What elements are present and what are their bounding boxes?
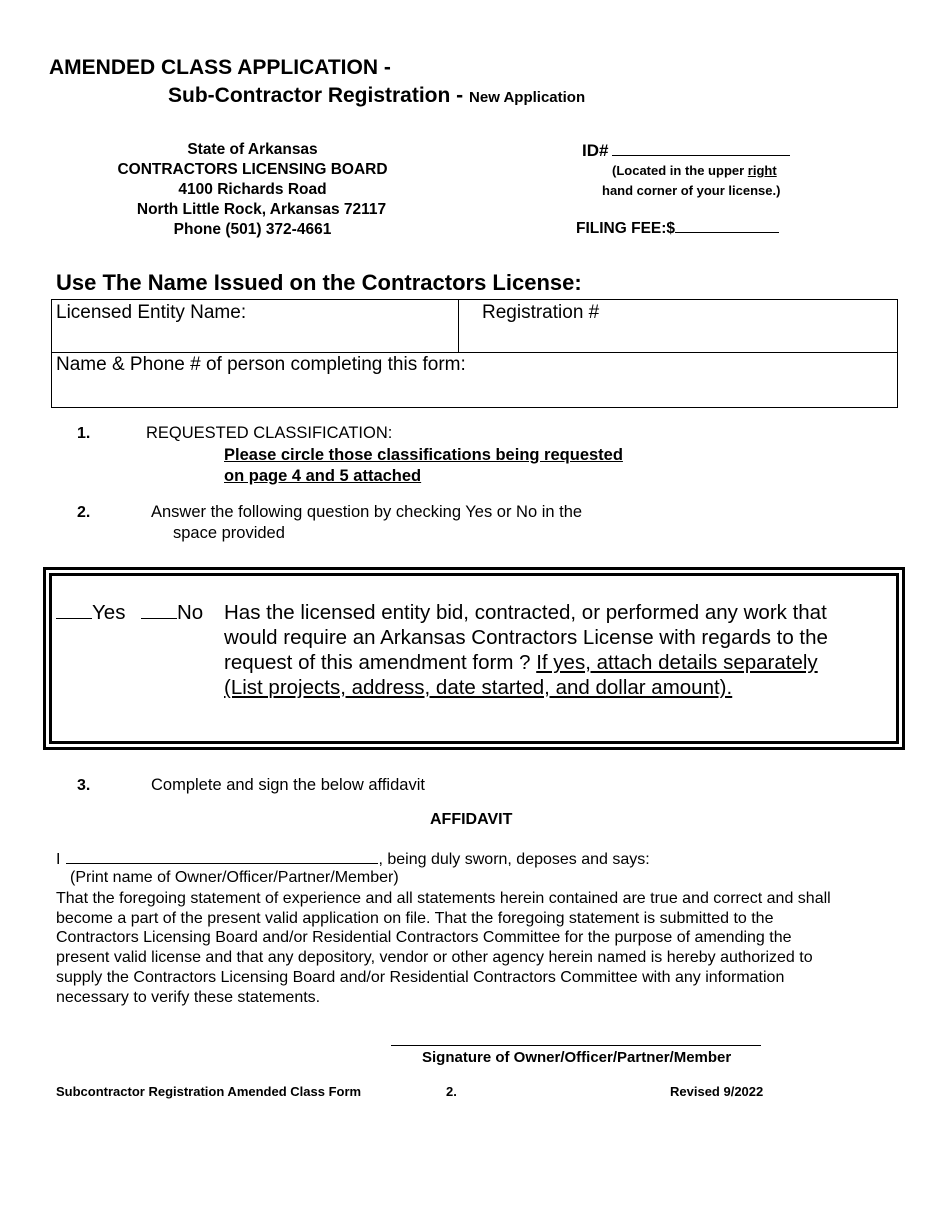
item1-label: REQUESTED CLASSIFICATION: <box>146 424 393 442</box>
yes-blank[interactable] <box>56 600 92 619</box>
agency-street: 4100 Richards Road <box>178 181 327 198</box>
affidavit-line: supply the Contractors Licensing Board and/or Residential Contractors Committee with any information <box>56 968 785 986</box>
agency-city: North Little Rock, Arkansas 72117 <box>136 201 387 218</box>
affiant-suffix: , being duly sworn, deposes and says: <box>378 851 650 868</box>
signature-line[interactable] <box>391 1045 761 1046</box>
affiant-name-field[interactable] <box>56 849 650 869</box>
item2-line1: Answer the following question by checking Yes or No in the <box>151 503 583 521</box>
question-line4: (List projects, address, date started, and dollar amount). <box>224 676 733 699</box>
print-name-caption: (Print name of Owner/Officer/Partner/Member) <box>70 869 399 886</box>
no-label: No <box>177 601 204 624</box>
footer-page-number: 2. <box>446 1084 457 1099</box>
entity-table-row-divider <box>52 352 897 353</box>
affidavit-line: become a part of the present valid application on file. That the foregoing statement is submitted to the <box>56 909 774 927</box>
affidavit-line: necessary to verify these statements. <box>56 988 321 1006</box>
question-line3 <box>224 650 828 675</box>
no-blank[interactable] <box>141 600 177 619</box>
registration-number-field[interactable]: Registration # <box>482 302 600 323</box>
subtitle-main: Sub-Contractor Registration - <box>168 84 470 107</box>
yes-checkbox[interactable] <box>56 600 125 625</box>
id-field[interactable] <box>582 139 790 161</box>
yes-label: Yes <box>92 601 126 624</box>
affidavit-line: Contractors Licensing Board and/or Residential Contractors Committee for the purpose of amending the <box>56 929 792 947</box>
person-completing-field[interactable]: Name & Phone # of person completing this form: <box>56 354 466 375</box>
question-line3-underlined: If yes, attach details separately <box>536 651 818 674</box>
affidavit-line: That the foregoing statement of experience and all statements herein contained are true and correct and shall <box>56 890 831 907</box>
agency-board: CONTRACTORS LICENSING BOARD <box>117 161 388 178</box>
agency-state: State of Arkansas <box>187 141 318 158</box>
filing-fee-field[interactable] <box>576 218 779 238</box>
filing-fee-label: FILING FEE:$ <box>576 220 676 237</box>
question-text <box>224 600 828 700</box>
item2-number: 2. <box>77 504 91 521</box>
item1-instruction-line1: Please circle those classifications being requested <box>224 446 623 464</box>
item1-number: 1. <box>77 425 91 442</box>
affidavit-body <box>56 889 831 1007</box>
filing-fee-blank[interactable] <box>675 218 779 233</box>
id-note-right: right <box>747 163 777 178</box>
item3-label: Complete and sign the below affidavit <box>151 776 425 794</box>
affiant-prefix: I <box>56 851 61 868</box>
id-note-line2: hand corner of your license.) <box>602 183 781 198</box>
item1-instruction-line2: on page 4 and 5 attached <box>224 467 422 485</box>
item3-number: 3. <box>77 777 91 794</box>
entity-name-field[interactable]: Licensed Entity Name: <box>56 302 247 323</box>
id-note-line1 <box>612 163 777 178</box>
entity-table <box>51 299 898 408</box>
item2-line2: space provided <box>173 524 285 542</box>
subtitle-small: New Application <box>469 89 586 106</box>
affiant-name-blank[interactable] <box>66 849 378 864</box>
footer-form-name: Subcontractor Registration Amended Class Form <box>56 1084 362 1099</box>
signature-label: Signature of Owner/Officer/Partner/Member <box>422 1049 732 1066</box>
entity-table-col-divider <box>458 300 459 352</box>
id-blank[interactable] <box>612 139 790 156</box>
affidavit-line: present valid license and that any depository, vendor or other agency herein named is hereby authorized to <box>56 949 813 967</box>
no-checkbox[interactable] <box>141 600 203 625</box>
question-line3-plain: request of this amendment form ? <box>224 651 537 674</box>
question-line1: Has the licensed entity bid, contracted, or performed any work that <box>224 601 827 624</box>
question-line2: would require an Arkansas Contractors License with regards to the <box>224 626 828 649</box>
affidavit-heading: AFFIDAVIT <box>430 811 513 828</box>
form-title: AMENDED CLASS APPLICATION - <box>49 56 391 79</box>
form-subtitle <box>168 84 585 108</box>
footer-revised: Revised 9/2022 <box>670 1084 764 1099</box>
id-note-pre: (Located in the upper <box>612 163 748 178</box>
agency-phone: Phone (501) 372-4661 <box>173 221 332 238</box>
agency-address <box>90 140 415 240</box>
id-label: ID# <box>582 141 609 160</box>
license-heading: Use The Name Issued on the Contractors License: <box>56 270 582 295</box>
